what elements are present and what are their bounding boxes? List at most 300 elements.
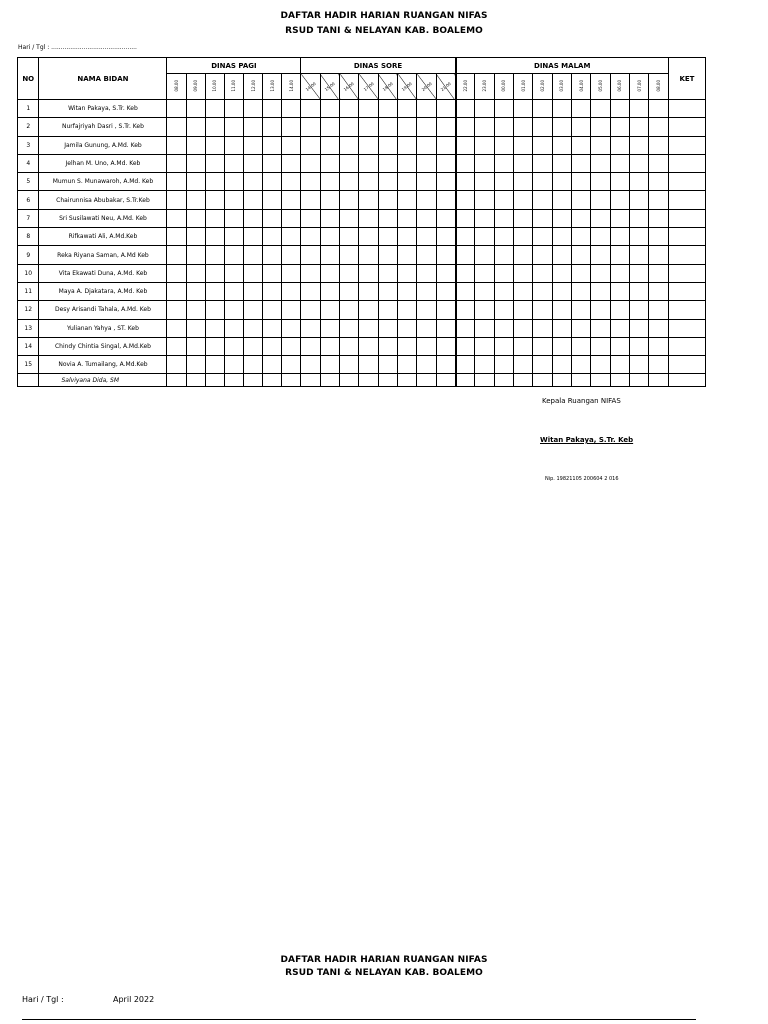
attendance-cell[interactable]: [552, 374, 571, 387]
attendance-cell[interactable]: [224, 264, 243, 282]
attendance-cell[interactable]: [378, 191, 397, 209]
attendance-cell[interactable]: [224, 209, 243, 227]
attendance-cell[interactable]: [263, 154, 282, 172]
attendance-cell[interactable]: [301, 374, 320, 387]
attendance-cell[interactable]: [591, 118, 610, 136]
attendance-cell[interactable]: [186, 173, 205, 191]
attendance-cell[interactable]: [630, 100, 649, 118]
attendance-cell[interactable]: [340, 282, 359, 300]
attendance-cell[interactable]: [224, 282, 243, 300]
attendance-cell[interactable]: [282, 319, 301, 337]
attendance-cell[interactable]: [494, 282, 513, 300]
attendance-cell[interactable]: [514, 282, 533, 300]
attendance-cell[interactable]: [301, 264, 320, 282]
attendance-cell[interactable]: [167, 228, 186, 246]
attendance-cell[interactable]: [340, 246, 359, 264]
attendance-cell[interactable]: [630, 154, 649, 172]
attendance-cell[interactable]: [610, 246, 629, 264]
attendance-cell[interactable]: [494, 264, 513, 282]
attendance-cell[interactable]: [494, 228, 513, 246]
attendance-cell[interactable]: [378, 100, 397, 118]
attendance-cell[interactable]: [610, 301, 629, 319]
attendance-cell[interactable]: [475, 356, 494, 374]
attendance-cell[interactable]: [186, 118, 205, 136]
attendance-cell[interactable]: [649, 154, 668, 172]
attendance-cell[interactable]: [630, 118, 649, 136]
attendance-cell[interactable]: [514, 356, 533, 374]
attendance-cell[interactable]: [301, 118, 320, 136]
attendance-cell[interactable]: [263, 356, 282, 374]
attendance-cell[interactable]: [456, 246, 475, 264]
attendance-cell[interactable]: [417, 136, 436, 154]
attendance-cell[interactable]: [340, 301, 359, 319]
attendance-cell[interactable]: [320, 228, 339, 246]
attendance-cell[interactable]: [243, 173, 262, 191]
attendance-cell[interactable]: [591, 319, 610, 337]
attendance-cell[interactable]: [359, 136, 378, 154]
attendance-cell[interactable]: [533, 118, 552, 136]
attendance-cell[interactable]: [340, 209, 359, 227]
attendance-cell[interactable]: [398, 191, 417, 209]
attendance-cell[interactable]: [340, 136, 359, 154]
attendance-cell[interactable]: [378, 301, 397, 319]
attendance-cell[interactable]: [243, 282, 262, 300]
attendance-cell[interactable]: [205, 374, 224, 387]
attendance-cell[interactable]: [552, 319, 571, 337]
attendance-cell[interactable]: [243, 356, 262, 374]
ket-cell[interactable]: [668, 301, 705, 319]
attendance-cell[interactable]: [475, 301, 494, 319]
attendance-cell[interactable]: [649, 301, 668, 319]
attendance-cell[interactable]: [263, 136, 282, 154]
attendance-cell[interactable]: [591, 173, 610, 191]
attendance-cell[interactable]: [572, 374, 591, 387]
attendance-cell[interactable]: [263, 319, 282, 337]
attendance-cell[interactable]: [514, 337, 533, 355]
attendance-cell[interactable]: [436, 136, 455, 154]
attendance-cell[interactable]: [205, 301, 224, 319]
attendance-cell[interactable]: [475, 100, 494, 118]
attendance-cell[interactable]: [282, 100, 301, 118]
attendance-cell[interactable]: [572, 246, 591, 264]
attendance-cell[interactable]: [167, 118, 186, 136]
attendance-cell[interactable]: [243, 319, 262, 337]
ket-cell[interactable]: [668, 136, 705, 154]
attendance-cell[interactable]: [359, 209, 378, 227]
attendance-cell[interactable]: [340, 356, 359, 374]
attendance-cell[interactable]: [378, 246, 397, 264]
attendance-cell[interactable]: [224, 100, 243, 118]
attendance-cell[interactable]: [552, 191, 571, 209]
attendance-cell[interactable]: [630, 374, 649, 387]
attendance-cell[interactable]: [167, 246, 186, 264]
attendance-cell[interactable]: [552, 246, 571, 264]
ket-cell[interactable]: [668, 282, 705, 300]
attendance-cell[interactable]: [417, 246, 436, 264]
attendance-cell[interactable]: [514, 319, 533, 337]
attendance-cell[interactable]: [494, 173, 513, 191]
attendance-cell[interactable]: [263, 301, 282, 319]
attendance-cell[interactable]: [224, 228, 243, 246]
attendance-cell[interactable]: [398, 100, 417, 118]
attendance-cell[interactable]: [630, 136, 649, 154]
attendance-cell[interactable]: [320, 173, 339, 191]
attendance-cell[interactable]: [475, 209, 494, 227]
attendance-cell[interactable]: [436, 154, 455, 172]
attendance-cell[interactable]: [301, 246, 320, 264]
attendance-cell[interactable]: [514, 209, 533, 227]
attendance-cell[interactable]: [301, 136, 320, 154]
attendance-cell[interactable]: [186, 356, 205, 374]
attendance-cell[interactable]: [359, 337, 378, 355]
attendance-cell[interactable]: [417, 228, 436, 246]
attendance-cell[interactable]: [649, 191, 668, 209]
attendance-cell[interactable]: [224, 356, 243, 374]
attendance-cell[interactable]: [417, 118, 436, 136]
attendance-cell[interactable]: [591, 209, 610, 227]
attendance-cell[interactable]: [610, 337, 629, 355]
attendance-cell[interactable]: [417, 356, 436, 374]
attendance-cell[interactable]: [398, 246, 417, 264]
attendance-cell[interactable]: [186, 246, 205, 264]
attendance-cell[interactable]: [552, 173, 571, 191]
attendance-cell[interactable]: [167, 154, 186, 172]
attendance-cell[interactable]: [591, 246, 610, 264]
attendance-cell[interactable]: [205, 282, 224, 300]
attendance-cell[interactable]: [378, 154, 397, 172]
attendance-cell[interactable]: [456, 356, 475, 374]
attendance-cell[interactable]: [398, 374, 417, 387]
attendance-cell[interactable]: [301, 356, 320, 374]
attendance-cell[interactable]: [359, 173, 378, 191]
attendance-cell[interactable]: [359, 118, 378, 136]
attendance-cell[interactable]: [398, 228, 417, 246]
attendance-cell[interactable]: [301, 191, 320, 209]
attendance-cell[interactable]: [224, 319, 243, 337]
attendance-cell[interactable]: [359, 356, 378, 374]
attendance-cell[interactable]: [533, 173, 552, 191]
attendance-cell[interactable]: [398, 154, 417, 172]
attendance-cell[interactable]: [301, 209, 320, 227]
attendance-cell[interactable]: [378, 118, 397, 136]
attendance-cell[interactable]: [475, 118, 494, 136]
attendance-cell[interactable]: [359, 319, 378, 337]
attendance-cell[interactable]: [610, 118, 629, 136]
attendance-cell[interactable]: [610, 374, 629, 387]
attendance-cell[interactable]: [456, 118, 475, 136]
attendance-cell[interactable]: [186, 228, 205, 246]
attendance-cell[interactable]: [533, 209, 552, 227]
attendance-cell[interactable]: [533, 228, 552, 246]
attendance-cell[interactable]: [167, 301, 186, 319]
attendance-cell[interactable]: [205, 136, 224, 154]
attendance-cell[interactable]: [572, 337, 591, 355]
attendance-cell[interactable]: [167, 319, 186, 337]
attendance-cell[interactable]: [320, 374, 339, 387]
attendance-cell[interactable]: [475, 264, 494, 282]
attendance-cell[interactable]: [533, 374, 552, 387]
attendance-cell[interactable]: [456, 228, 475, 246]
attendance-cell[interactable]: [649, 319, 668, 337]
attendance-cell[interactable]: [630, 209, 649, 227]
attendance-cell[interactable]: [436, 100, 455, 118]
attendance-cell[interactable]: [552, 154, 571, 172]
attendance-cell[interactable]: [320, 264, 339, 282]
attendance-cell[interactable]: [320, 301, 339, 319]
attendance-cell[interactable]: [456, 209, 475, 227]
attendance-cell[interactable]: [205, 228, 224, 246]
attendance-cell[interactable]: [630, 264, 649, 282]
attendance-cell[interactable]: [514, 100, 533, 118]
attendance-cell[interactable]: [167, 337, 186, 355]
attendance-cell[interactable]: [494, 301, 513, 319]
attendance-cell[interactable]: [320, 154, 339, 172]
attendance-cell[interactable]: [320, 118, 339, 136]
attendance-cell[interactable]: [282, 154, 301, 172]
attendance-cell[interactable]: [263, 282, 282, 300]
attendance-cell[interactable]: [630, 337, 649, 355]
attendance-cell[interactable]: [186, 191, 205, 209]
attendance-cell[interactable]: [398, 264, 417, 282]
attendance-cell[interactable]: [282, 264, 301, 282]
attendance-cell[interactable]: [533, 282, 552, 300]
attendance-cell[interactable]: [456, 264, 475, 282]
attendance-cell[interactable]: [224, 246, 243, 264]
attendance-cell[interactable]: [378, 374, 397, 387]
attendance-cell[interactable]: [514, 228, 533, 246]
attendance-cell[interactable]: [610, 209, 629, 227]
attendance-cell[interactable]: [436, 246, 455, 264]
attendance-cell[interactable]: [378, 136, 397, 154]
attendance-cell[interactable]: [167, 173, 186, 191]
attendance-cell[interactable]: [533, 319, 552, 337]
attendance-cell[interactable]: [243, 228, 262, 246]
attendance-cell[interactable]: [591, 191, 610, 209]
attendance-cell[interactable]: [417, 282, 436, 300]
attendance-cell[interactable]: [610, 154, 629, 172]
attendance-cell[interactable]: [224, 191, 243, 209]
attendance-cell[interactable]: [359, 301, 378, 319]
attendance-cell[interactable]: [301, 337, 320, 355]
attendance-cell[interactable]: [320, 191, 339, 209]
attendance-cell[interactable]: [224, 301, 243, 319]
ket-cell[interactable]: [668, 356, 705, 374]
attendance-cell[interactable]: [552, 118, 571, 136]
attendance-cell[interactable]: [301, 154, 320, 172]
attendance-cell[interactable]: [456, 136, 475, 154]
attendance-cell[interactable]: [320, 136, 339, 154]
attendance-cell[interactable]: [494, 154, 513, 172]
attendance-cell[interactable]: [378, 209, 397, 227]
attendance-cell[interactable]: [494, 118, 513, 136]
attendance-cell[interactable]: [610, 356, 629, 374]
attendance-cell[interactable]: [591, 374, 610, 387]
attendance-cell[interactable]: [494, 246, 513, 264]
attendance-cell[interactable]: [340, 337, 359, 355]
attendance-cell[interactable]: [610, 319, 629, 337]
attendance-cell[interactable]: [243, 100, 262, 118]
attendance-cell[interactable]: [572, 154, 591, 172]
attendance-cell[interactable]: [436, 209, 455, 227]
attendance-cell[interactable]: [417, 374, 436, 387]
attendance-cell[interactable]: [475, 154, 494, 172]
attendance-cell[interactable]: [591, 154, 610, 172]
attendance-cell[interactable]: [205, 209, 224, 227]
attendance-cell[interactable]: [320, 319, 339, 337]
attendance-cell[interactable]: [378, 228, 397, 246]
attendance-cell[interactable]: [533, 246, 552, 264]
attendance-cell[interactable]: [552, 356, 571, 374]
ket-cell[interactable]: [668, 209, 705, 227]
attendance-cell[interactable]: [610, 136, 629, 154]
attendance-cell[interactable]: [572, 228, 591, 246]
attendance-cell[interactable]: [456, 374, 475, 387]
attendance-cell[interactable]: [263, 118, 282, 136]
attendance-cell[interactable]: [514, 173, 533, 191]
ket-cell[interactable]: [668, 319, 705, 337]
attendance-cell[interactable]: [378, 173, 397, 191]
attendance-cell[interactable]: [630, 356, 649, 374]
attendance-cell[interactable]: [282, 301, 301, 319]
attendance-cell[interactable]: [417, 209, 436, 227]
attendance-cell[interactable]: [320, 282, 339, 300]
attendance-cell[interactable]: [186, 337, 205, 355]
attendance-cell[interactable]: [475, 246, 494, 264]
attendance-cell[interactable]: [630, 301, 649, 319]
attendance-cell[interactable]: [514, 136, 533, 154]
attendance-cell[interactable]: [572, 191, 591, 209]
attendance-cell[interactable]: [572, 209, 591, 227]
attendance-cell[interactable]: [591, 282, 610, 300]
attendance-cell[interactable]: [398, 337, 417, 355]
attendance-cell[interactable]: [282, 246, 301, 264]
attendance-cell[interactable]: [398, 136, 417, 154]
attendance-cell[interactable]: [398, 319, 417, 337]
attendance-cell[interactable]: [359, 228, 378, 246]
attendance-cell[interactable]: [514, 264, 533, 282]
attendance-cell[interactable]: [301, 319, 320, 337]
attendance-cell[interactable]: [205, 356, 224, 374]
attendance-cell[interactable]: [282, 356, 301, 374]
attendance-cell[interactable]: [340, 100, 359, 118]
attendance-cell[interactable]: [514, 246, 533, 264]
attendance-cell[interactable]: [572, 356, 591, 374]
attendance-cell[interactable]: [398, 118, 417, 136]
attendance-cell[interactable]: [591, 337, 610, 355]
attendance-cell[interactable]: [398, 356, 417, 374]
attendance-cell[interactable]: [494, 337, 513, 355]
attendance-cell[interactable]: [572, 100, 591, 118]
attendance-cell[interactable]: [630, 282, 649, 300]
attendance-cell[interactable]: [456, 191, 475, 209]
attendance-cell[interactable]: [591, 228, 610, 246]
attendance-cell[interactable]: [301, 173, 320, 191]
attendance-cell[interactable]: [436, 282, 455, 300]
attendance-cell[interactable]: [649, 209, 668, 227]
attendance-cell[interactable]: [340, 154, 359, 172]
attendance-cell[interactable]: [475, 228, 494, 246]
attendance-cell[interactable]: [494, 374, 513, 387]
attendance-cell[interactable]: [186, 264, 205, 282]
attendance-cell[interactable]: [378, 337, 397, 355]
attendance-cell[interactable]: [243, 136, 262, 154]
attendance-cell[interactable]: [552, 264, 571, 282]
attendance-cell[interactable]: [263, 100, 282, 118]
attendance-cell[interactable]: [186, 154, 205, 172]
attendance-cell[interactable]: [649, 136, 668, 154]
attendance-cell[interactable]: [417, 154, 436, 172]
attendance-cell[interactable]: [224, 154, 243, 172]
attendance-cell[interactable]: [475, 173, 494, 191]
attendance-cell[interactable]: [552, 228, 571, 246]
attendance-cell[interactable]: [243, 246, 262, 264]
attendance-cell[interactable]: [205, 264, 224, 282]
attendance-cell[interactable]: [456, 319, 475, 337]
attendance-cell[interactable]: [630, 173, 649, 191]
attendance-cell[interactable]: [475, 136, 494, 154]
attendance-cell[interactable]: [320, 356, 339, 374]
ket-cell[interactable]: [668, 264, 705, 282]
attendance-cell[interactable]: [340, 173, 359, 191]
attendance-cell[interactable]: [340, 319, 359, 337]
ket-cell[interactable]: [668, 228, 705, 246]
attendance-cell[interactable]: [263, 191, 282, 209]
attendance-cell[interactable]: [282, 191, 301, 209]
ket-cell[interactable]: [668, 337, 705, 355]
ket-cell[interactable]: [668, 191, 705, 209]
attendance-cell[interactable]: [359, 191, 378, 209]
attendance-cell[interactable]: [263, 337, 282, 355]
attendance-cell[interactable]: [591, 100, 610, 118]
attendance-cell[interactable]: [417, 264, 436, 282]
attendance-cell[interactable]: [243, 191, 262, 209]
attendance-cell[interactable]: [205, 118, 224, 136]
ket-cell[interactable]: [668, 246, 705, 264]
attendance-cell[interactable]: [398, 173, 417, 191]
attendance-cell[interactable]: [552, 209, 571, 227]
attendance-cell[interactable]: [205, 154, 224, 172]
attendance-cell[interactable]: [320, 209, 339, 227]
attendance-cell[interactable]: [378, 264, 397, 282]
attendance-cell[interactable]: [417, 100, 436, 118]
attendance-cell[interactable]: [417, 319, 436, 337]
attendance-cell[interactable]: [436, 374, 455, 387]
attendance-cell[interactable]: [514, 374, 533, 387]
attendance-cell[interactable]: [340, 191, 359, 209]
attendance-cell[interactable]: [378, 282, 397, 300]
attendance-cell[interactable]: [224, 118, 243, 136]
attendance-cell[interactable]: [359, 246, 378, 264]
attendance-cell[interactable]: [301, 282, 320, 300]
attendance-cell[interactable]: [572, 136, 591, 154]
attendance-cell[interactable]: [552, 337, 571, 355]
attendance-cell[interactable]: [649, 374, 668, 387]
attendance-cell[interactable]: [205, 100, 224, 118]
attendance-cell[interactable]: [436, 191, 455, 209]
attendance-cell[interactable]: [167, 209, 186, 227]
attendance-cell[interactable]: [263, 173, 282, 191]
attendance-cell[interactable]: [263, 374, 282, 387]
attendance-cell[interactable]: [186, 282, 205, 300]
attendance-cell[interactable]: [649, 282, 668, 300]
attendance-cell[interactable]: [340, 374, 359, 387]
attendance-cell[interactable]: [436, 264, 455, 282]
ket-cell[interactable]: [668, 154, 705, 172]
attendance-cell[interactable]: [591, 301, 610, 319]
attendance-cell[interactable]: [494, 100, 513, 118]
attendance-cell[interactable]: [167, 136, 186, 154]
attendance-cell[interactable]: [398, 282, 417, 300]
